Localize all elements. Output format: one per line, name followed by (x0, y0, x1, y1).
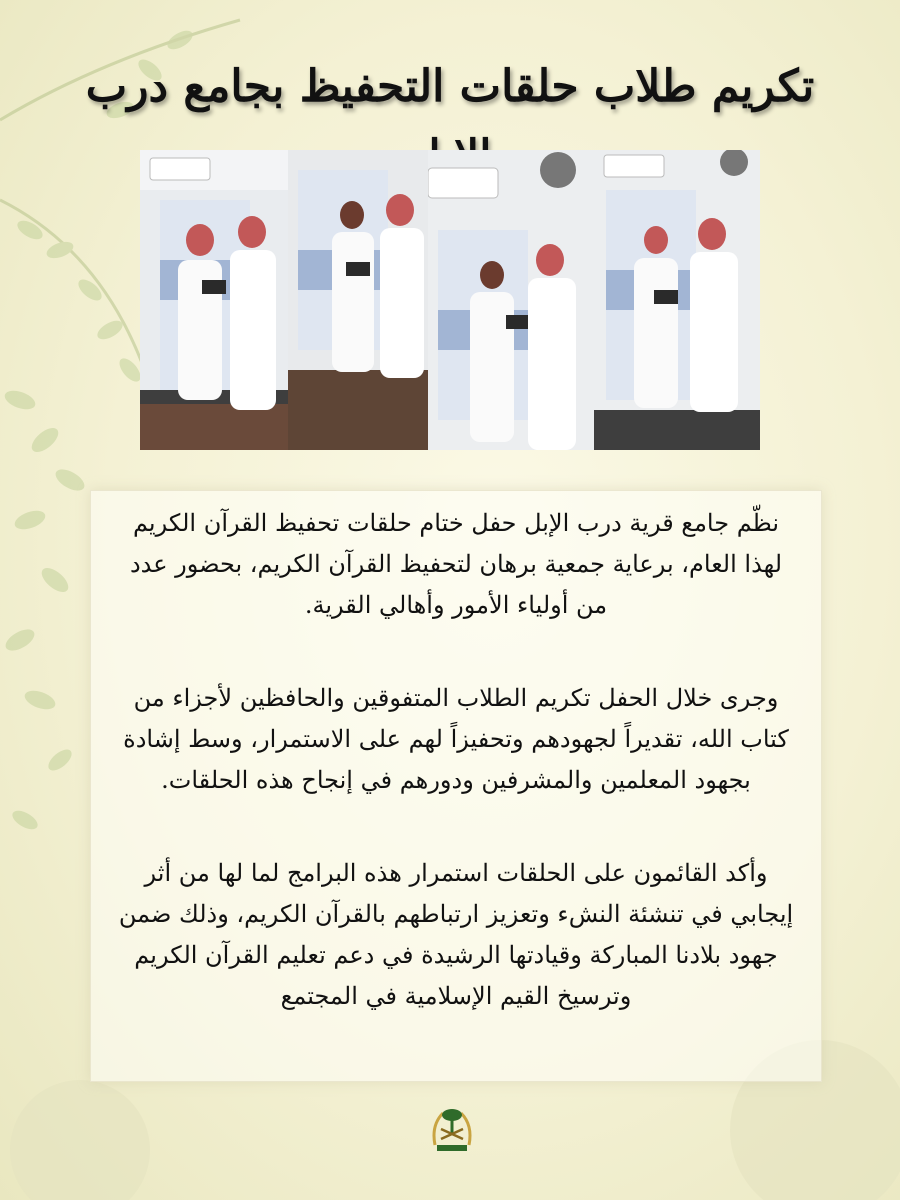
saudi-emblem-logo-icon (429, 1105, 475, 1155)
photo-collage (140, 150, 760, 450)
paragraph-1: نظّم جامع قرية درب الإبل حفل ختام حلقات تحفيظ القرآن الكريم لهذا العام، برعاية جمعية برهان لتحفيظ القرآن الكريم، بحضور عدد من أولياء الأمور وأهالي القرية. (129, 509, 783, 619)
photo-2 (288, 150, 428, 450)
photo-3 (428, 150, 594, 450)
paragraph-2: وجرى خلال الحفل تكريم الطلاب المتفوقين والحافظين لأجزاء من كتاب الله، تقديراً لجهودهم وتحفيزاً لهم على الاستمرار، وسط إشادة بجهود المعلمين والمشرفين ودورهم في إنجاح هذه الحلقات. (123, 684, 789, 794)
article-text-box (90, 490, 822, 1082)
photo-4 (594, 150, 760, 450)
paragraph-3: وأكد القائمون على الحلقات استمرار هذه البرامج لما لها من أثر إيجابي في تنشئة النشء وتعزيز ارتباطهم بالقرآن الكريم، وذلك ضمن جهود بلادنا المباركة وقيادتها الرشيدة في دعم تعليم القرآن الكريم وترسيخ القيم الإسلامية في المجتمع (118, 859, 794, 1010)
page-title: تكريم طلاب حلقات التحفيظ بجامع درب (85, 61, 815, 112)
photo-1 (140, 150, 288, 450)
